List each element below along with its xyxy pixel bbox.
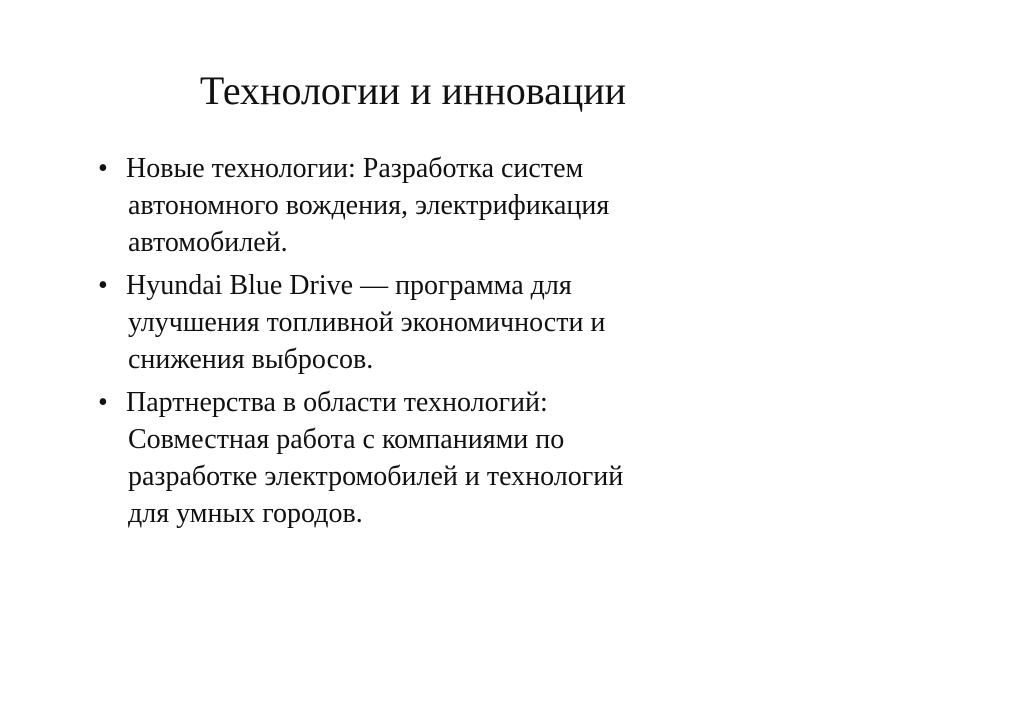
slide-title: Технологии и инновации [199, 68, 627, 113]
bullet-dot-icon: • [98, 153, 108, 184]
bullet-item [96, 267, 736, 378]
bullet-text-line: Партнерства в области технологий: [126, 387, 548, 418]
bullet-text-line: снижения выбросов. [128, 344, 374, 375]
bullet-item [96, 150, 736, 261]
bullet-text-line: для умных городов. [128, 498, 363, 529]
bullet-list [96, 150, 736, 538]
bullet-text-line: автомобилей. [128, 227, 288, 258]
bullet-text-line: улучшения топливной экономичности и [128, 307, 606, 338]
bullet-text-line: разработке электромобилей и технологий [128, 461, 624, 492]
bullet-item [96, 384, 736, 532]
bullet-text-line: Hyundai Blue Drive — программа для [126, 270, 572, 301]
bullet-dot-icon: • [98, 270, 108, 301]
bullet-text-line: Новые технологии: Разработка систем [126, 153, 584, 184]
bullet-text-line: Совместная работа с компаниями по [128, 424, 565, 455]
bullet-text-line: автономного вождения, электрификация [128, 190, 610, 221]
bullet-dot-icon: • [98, 387, 108, 418]
